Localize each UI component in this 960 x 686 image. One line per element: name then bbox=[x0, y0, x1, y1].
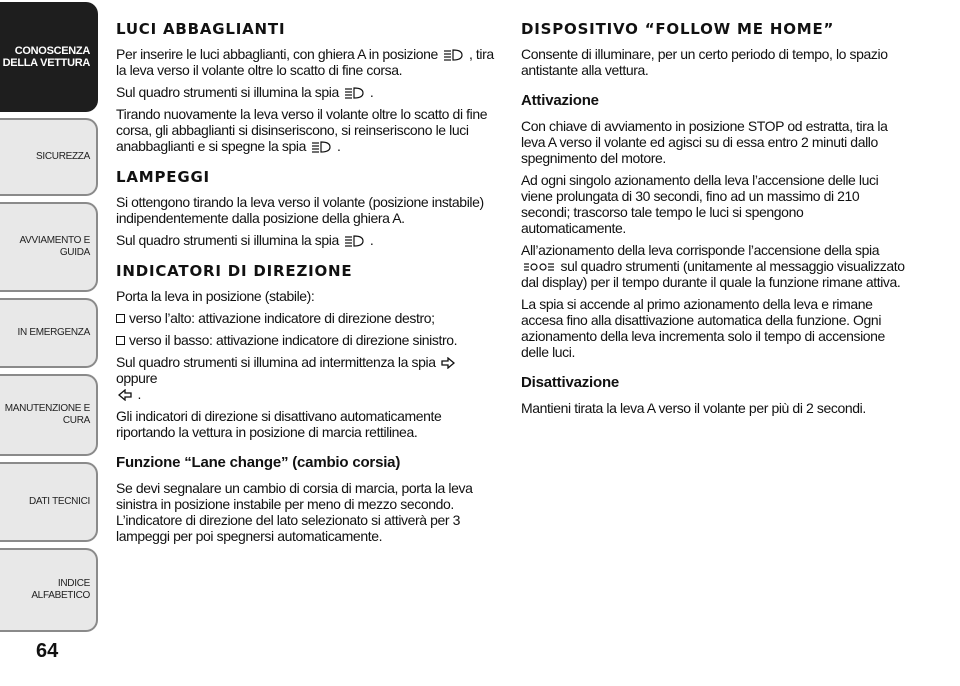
paragraph: La spia si accende al primo azionamento della leva e rimane accesa fino alla disattivazione automatica della funzione. Ogni azionamento della leva incrementa solo il tempo di accensione delle luci. bbox=[521, 296, 885, 360]
text: verso l’alto: attivazione indicatore di direzione destro; bbox=[129, 310, 435, 326]
paragraph: Con chiave di avviamento in posizione STOP od estratta, tira la leva A verso il volante ed agisci su di essa entro 2 minuti dallo spegnimento del motore. bbox=[521, 118, 888, 166]
text: verso il basso: attivazione indicatore di direzione sinistro. bbox=[129, 332, 458, 348]
text: Sul quadro strumenti si illumina la spia bbox=[116, 84, 339, 100]
text: All’azionamento della leva corrisponde l’accensione della spia bbox=[521, 242, 880, 258]
tab-label: MANUTENZIONE E CURA bbox=[4, 403, 90, 426]
bullet-box bbox=[116, 314, 125, 323]
tab-conoscenza[interactable] bbox=[0, 2, 98, 112]
bullet-box bbox=[116, 336, 125, 345]
section-title-indicatori: INDICATORI DI DIREZIONE bbox=[116, 262, 353, 280]
text: , tira la leva verso il volante oltre lo scatto di fine corsa. bbox=[116, 46, 494, 78]
tab-label: SICUREZZA bbox=[36, 151, 90, 162]
list-item bbox=[116, 332, 496, 348]
section-title-follow-me-home: DISPOSITIVO “FOLLOW ME HOME” bbox=[521, 20, 835, 38]
tab-manutenzione[interactable] bbox=[0, 374, 98, 456]
chapter-sidebar bbox=[0, 0, 100, 686]
tab-label: CONOSCENZA DELLA VETTURA bbox=[2, 45, 90, 69]
section-title-luci: LUCI ABBAGLIANTI bbox=[116, 20, 286, 38]
tab-sicurezza[interactable] bbox=[0, 118, 98, 196]
subsection-title-attivazione: Attivazione bbox=[521, 92, 599, 109]
tab-dati-tecnici[interactable] bbox=[0, 462, 98, 542]
text: Sul quadro strumenti si illumina la spia bbox=[116, 232, 339, 248]
paragraph: Gli indicatori di direzione si disattivano automaticamente riportando la vettura in posizione di marcia rettilinea. bbox=[116, 408, 442, 440]
text: sul quadro strumenti (unitamente al messaggio visualizzato dal display) per il tempo durante il quale la funzione rimane attiva. bbox=[521, 258, 905, 290]
subsection-title-disattivazione: Disattivazione bbox=[521, 374, 620, 391]
paragraph: Consente di illuminare, per un certo periodo di tempo, lo spazio antistante alla vettura. bbox=[521, 46, 888, 78]
paragraph: Ad ogni singolo azionamento della leva l’accensione delle luci viene prolungata di 30 secondi, fino ad un massimo di 210 secondi; trascorso tale tempo le luci si spengono automaticamente. bbox=[521, 172, 879, 236]
section-title-lampeggi: LAMPEGGI bbox=[116, 168, 210, 186]
high-beam-icon bbox=[443, 49, 463, 61]
text: . bbox=[369, 84, 374, 100]
tab-label: IN EMERGENZA bbox=[17, 327, 90, 338]
text: Tirando nuovamente la leva verso il volante oltre lo scatto di fine corsa, gli abbaglianti si disinseriscono, si reinseriscono le luci anabbaglianti e si spegne la spia bbox=[116, 106, 488, 154]
follow-me-home-icon bbox=[523, 261, 555, 273]
subsection-title-lane-change: Funzione “Lane change” (cambio corsia) bbox=[116, 454, 401, 471]
paragraph bbox=[116, 84, 496, 100]
tab-emergenza[interactable] bbox=[0, 298, 98, 368]
tab-label: INDICE ALFABETICO bbox=[31, 578, 90, 601]
tab-indice[interactable] bbox=[0, 548, 98, 632]
tab-label: AVVIAMENTO E GUIDA bbox=[19, 235, 90, 258]
text: . bbox=[137, 386, 141, 402]
high-beam-icon bbox=[344, 235, 364, 247]
right-arrow-icon bbox=[441, 357, 455, 369]
paragraph: Porta la leva in posizione (stabile): bbox=[116, 288, 315, 304]
paragraph bbox=[116, 354, 496, 402]
text: . bbox=[369, 232, 374, 248]
text: Sul quadro strumenti si illumina ad intermittenza la spia bbox=[116, 354, 436, 370]
right-column bbox=[521, 0, 911, 422]
tab-label: DATI TECNICI bbox=[28, 496, 90, 507]
high-beam-icon bbox=[344, 87, 364, 99]
text: Per inserire le luci abbaglianti, con ghiera A in posizione bbox=[116, 46, 438, 62]
paragraph bbox=[116, 232, 496, 248]
paragraph: Si ottengono tirando la leva verso il volante (posizione instabile) indipendentemente dalla posizione della ghiera A. bbox=[116, 194, 484, 226]
text: oppure bbox=[116, 370, 158, 386]
paragraph bbox=[521, 242, 911, 290]
tab-avviamento[interactable] bbox=[0, 202, 98, 292]
page-number: 64 bbox=[36, 640, 59, 662]
paragraph bbox=[116, 46, 496, 78]
paragraph: Se devi segnalare un cambio di corsia di marcia, porta la leva sinistra in posizione instabile per meno di mezzo secondo. L’indicatore di direzione del lato selezionato si attiverà per 3 lampeggi per poi spegnersi automaticamente. bbox=[116, 480, 473, 544]
paragraph bbox=[116, 106, 496, 154]
paragraph: Mantieni tirata la leva A verso il volante per più di 2 secondi. bbox=[521, 400, 866, 416]
left-column bbox=[116, 0, 496, 550]
list-item bbox=[116, 310, 496, 326]
text: . bbox=[336, 138, 341, 154]
left-arrow-icon bbox=[118, 389, 132, 401]
high-beam-icon bbox=[311, 141, 331, 153]
